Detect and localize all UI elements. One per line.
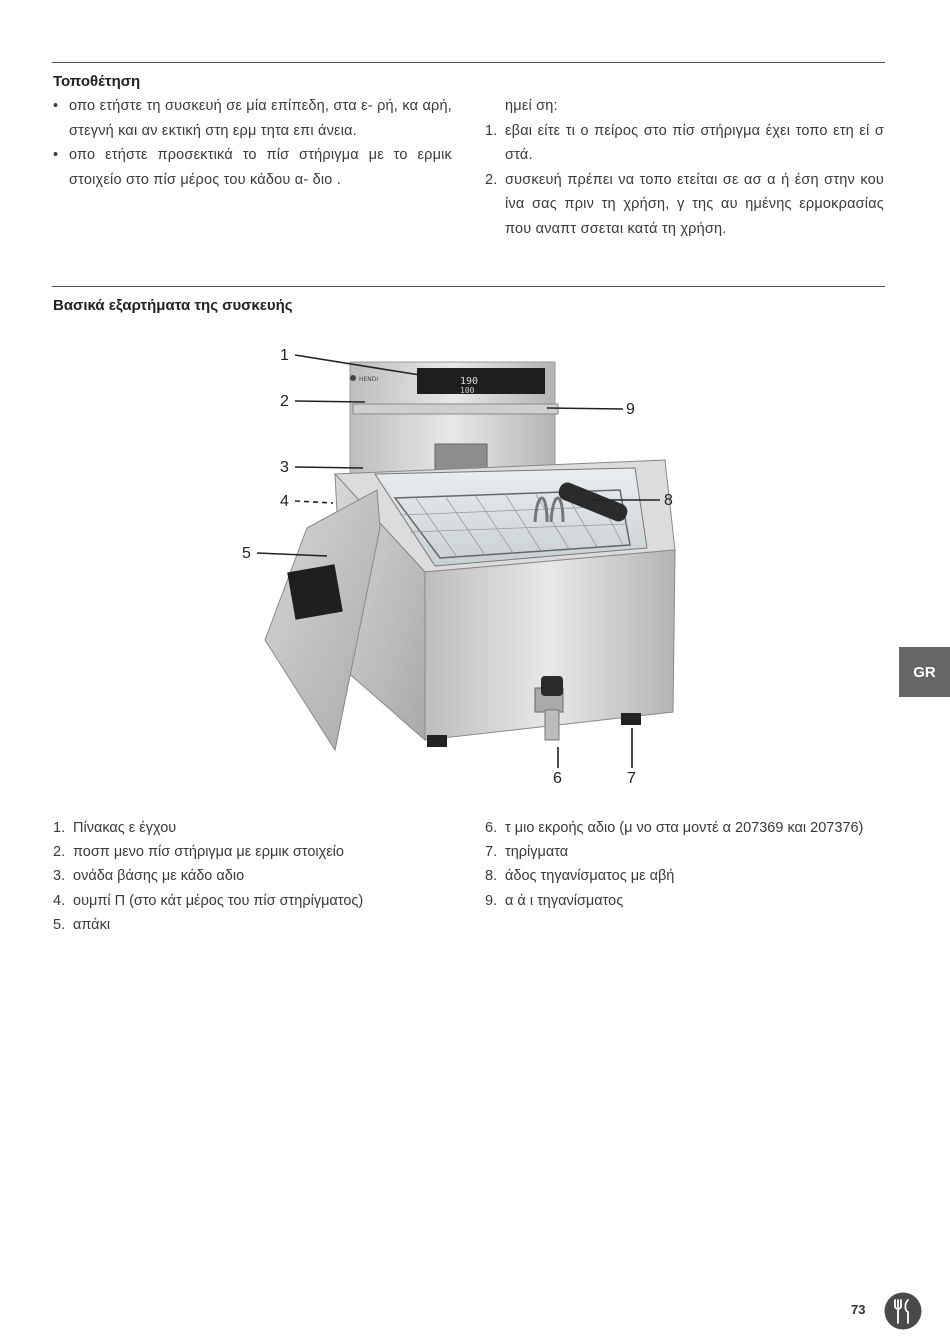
part-text: ονάδα βάσης με κάδο αδιο [73,868,245,885]
part-text: ποσπ μενο πίσ στήριγμα με ερμικ στοιχείο [73,844,344,861]
foot [427,735,447,747]
drain-knob [541,676,563,696]
placement-notes [485,94,884,241]
top-rule [52,62,885,63]
bullet-text: οπο ετήστε προσεκτικά το πίσ στήριγμα με το ερμικ στοιχείο στο πίσ μέρος του κάδου α- διο . [69,147,452,188]
middle-rule [52,286,885,287]
part-number: 1. [53,820,66,836]
callout-6: 6 [553,770,562,787]
callout-8: 8 [664,492,673,509]
part-text: άδος τηγανίσματος με αβή [505,868,675,885]
part-text: Πίνακας ε έγχου [73,820,177,836]
section-heading-components: Βασικά εξαρτήματα της συσκευής [53,297,293,314]
part-item [53,889,448,913]
part-text: τηρίγματα [505,844,569,861]
language-tab: GR [899,647,950,697]
bullet-item [53,94,452,143]
part-item [53,840,448,864]
part-item [53,816,448,840]
callout-9: 9 [626,401,635,418]
parts-list-right [485,816,885,913]
part-number: 8. [485,868,498,885]
callout-4: 4 [280,493,289,510]
part-item [53,864,448,888]
callout-1: 1 [280,347,289,364]
callout-5: 5 [242,545,251,562]
control-panel [417,368,545,394]
callout-2: 2 [280,393,289,410]
frying-lid [353,404,558,414]
fryer-illustration [235,340,685,795]
foot [621,713,641,725]
part-item [485,840,885,864]
display-top: 190 [460,376,479,387]
part-item [485,864,885,888]
part-item [53,913,448,937]
note-number: 1. [485,122,498,139]
part-number: 2. [53,844,66,861]
note-label: ημεί ση: [505,98,558,114]
placement-bullets [53,94,452,192]
part-number: 9. [485,892,498,909]
lid-handle [287,564,343,620]
note-item [485,168,884,242]
callout-3: 3 [280,459,289,476]
part-number: 5. [53,916,66,933]
note-number: 2. [485,171,498,188]
part-text: τ μιο εκροής αδιο (μ νο στα μοντέ α 207369 και 207376) [505,820,864,836]
note-text: συσκευή πρέπει να τοπο ετείται σε ασ α ή έση στην κου ίνα σας πριν τη χρήση, γ της αυ ημένης ερμοκρασίας που αναπτ σσεται κατά τη χρήση. [505,171,884,237]
part-number: 4. [53,892,66,909]
display-bottom: 100 [460,386,475,395]
page-number: 73 [851,1302,866,1317]
part-item [485,889,885,913]
part-number: 7. [485,844,498,861]
note-item [485,119,884,168]
parts-list-left [53,816,448,937]
part-item [485,816,885,840]
bullet-text: οπο ετήστε τη συσκευή σε μία επίπεδη, στα ε- ρή, κα αρή, στεγνή και αν εκτική στη ερμ τητα επι άνεια. [69,98,452,139]
part-text: ουμπί Π (στο κάτ μέρος του πίσ στηρίγματος) [73,892,364,909]
note-text: εβαι είτε τι ο πείρος στο πίσ στήριγμα έχει τοπο ετη εί σ στά. [505,122,884,163]
part-text: α ά ι τηγανίσματος [505,892,624,909]
part-number: 3. [53,868,66,885]
bullet-dot: • [53,147,59,163]
bullet-item [53,143,452,192]
section-heading-placement: Τοποθέτηση [53,73,141,90]
bullet-dot: • [53,98,59,114]
callout-7: 7 [627,770,636,787]
part-number: 6. [485,820,498,836]
brand-label: HENDI [359,376,379,383]
part-text: απάκι [73,916,111,933]
cutlery-logo-icon [884,1292,922,1330]
